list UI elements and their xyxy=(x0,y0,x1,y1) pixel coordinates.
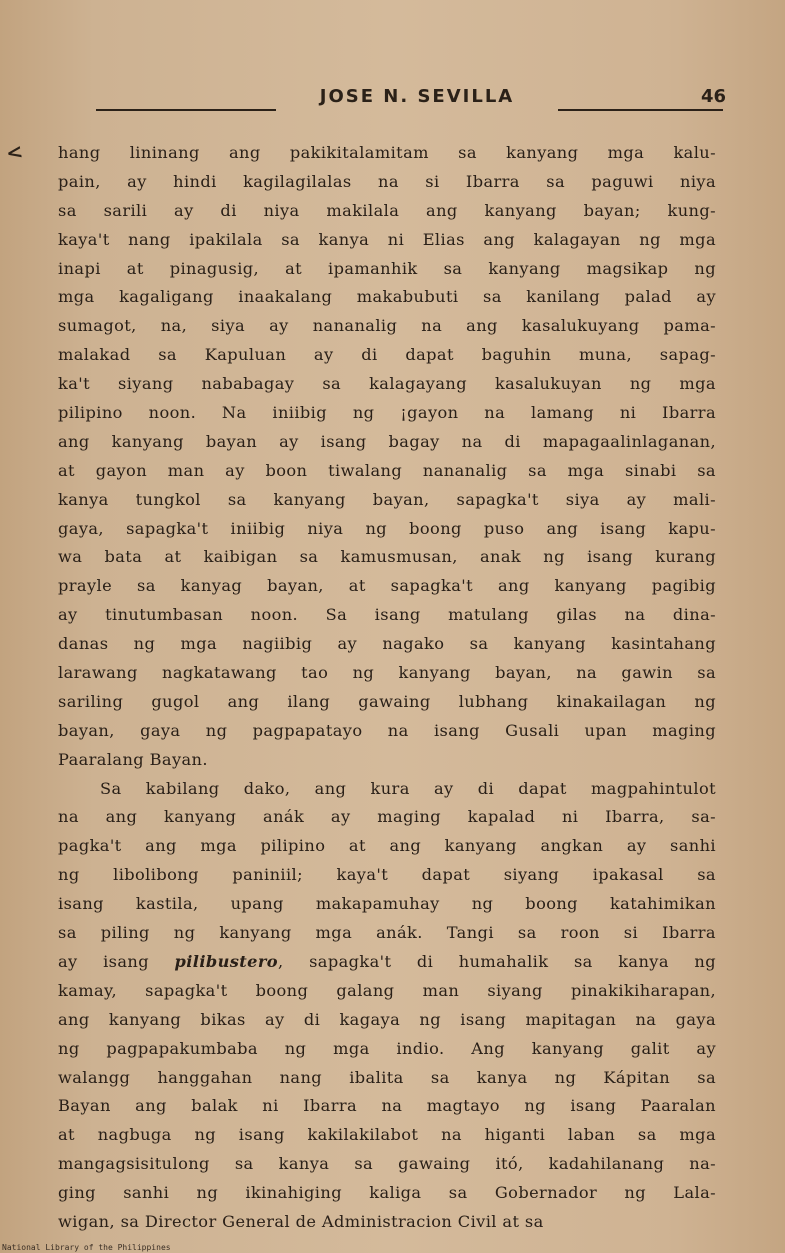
text-line: walangg hanggahan nang ibalita sa kanya ng Kápitan sa xyxy=(58,1067,716,1087)
text-line: ng libolibong paniniil; kaya't dapat siyang ipakasal sa xyxy=(58,865,716,885)
text-line: at gayon man ay boon tiwalang nananalig sa mga sinabi sa xyxy=(58,460,716,480)
text-line: pain, ay hindi kagilagilalas na si Ibarra sa paguwi niya xyxy=(58,171,716,191)
text-line: Sa kabilang dako, ang kura ay di dapat magpahintulot xyxy=(100,778,716,798)
paragraph-2 xyxy=(58,775,716,1237)
page-number: 46 xyxy=(700,86,726,107)
text-line: ang kanyang bayan ay isang bagay na di mapagaalinlaganan, xyxy=(58,431,716,451)
text-line: ay isang pilibustero, sapagka't di humahalik sa kanya ng xyxy=(58,951,716,971)
margin-handwritten-mark: < xyxy=(4,138,25,166)
text-line: hang lininang ang pakikitalamitam sa kanyang mga kalu- xyxy=(58,143,716,162)
text-line: kanya tungkol sa kanyang bayan, sapagka't siya ay mali- xyxy=(58,489,716,509)
text-line: mangagsisitulong sa kanya sa gawaing itó, kadahilanang na- xyxy=(58,1154,716,1174)
text-line: sa sarili ay di niya makilala ang kanyang bayan; kung- xyxy=(58,200,716,220)
text-line: at nagbuga ng isang kakilakilabot na higanti laban sa mga xyxy=(58,1125,716,1145)
text-line: danas ng mga nagiibig ay nagako sa kanyang kasintahang xyxy=(58,634,716,654)
paragraph-1 xyxy=(58,139,716,775)
text-line: pagka't ang mga pilipino at ang kanyang angkan ay sanhi xyxy=(58,836,716,856)
header-rule-left xyxy=(96,109,276,111)
text-line: pilipino noon. Na iniibig ng ¡gayon na lamang ni Ibarra xyxy=(58,403,716,423)
text-line: wigan, sa Director General de Administracion Civil at sa xyxy=(58,1211,544,1231)
text-line: na ang kanyang anák ay maging kapalad ni Ibarra, sa- xyxy=(58,807,716,827)
body-text xyxy=(58,139,716,1237)
text-line: gaya, sapagka't iniibig niya ng boong puso ang isang kapu- xyxy=(58,518,716,538)
text-line: malakad sa Kapuluan ay di dapat baguhin muna, sapag- xyxy=(58,345,716,365)
text-line: wa bata at kaibigan sa kamusmusan, anak ng isang kurang xyxy=(58,547,716,567)
text-line: Bayan ang balak ni Ibarra na magtayo ng isang Paaralan xyxy=(58,1096,716,1116)
library-watermark: National Library of the Philippines xyxy=(2,1243,171,1252)
header-rule-right xyxy=(558,109,723,111)
text-line: isang kastila, upang makapamuhay ng boong katahimikan xyxy=(58,894,716,914)
text-line: larawang nagkatawang tao ng kanyang bayan, na gawin sa xyxy=(58,663,716,683)
text-line: kaya't nang ipakilala sa kanya ni Elias ang kalagayan ng mga xyxy=(58,229,716,249)
text-line: Paaralang Bayan. xyxy=(58,749,208,769)
text-line: sariling gugol ang ilang gawaing lubhang kinakailagan ng xyxy=(58,691,716,711)
text-line: ging sanhi ng ikinahiging kaliga sa Gobernador ng Lala- xyxy=(58,1183,716,1203)
text-line: ang kanyang bikas ay di kagaya ng isang mapitagan na gaya xyxy=(58,1009,716,1029)
text-line: ka't siyang nababagay sa kalagayang kasalukuyan ng mga xyxy=(58,374,716,394)
text-line: kamay, sapagka't boong galang man siyang pinakikiharapan, xyxy=(58,980,716,1000)
text-line: ay tinutumbasan noon. Sa isang matulang gilas na dina- xyxy=(58,605,716,625)
text-line: prayle sa kanyag bayan, at sapagka't ang kanyang pagibig xyxy=(58,576,716,596)
text-line: mga kagaligang inaakalang makabubuti sa kanilang palad ay xyxy=(58,287,716,307)
running-header xyxy=(96,84,726,114)
text-line: inapi at pinagusig, at ipamanhik sa kanyang magsikap ng xyxy=(58,258,716,278)
text-line: bayan, gaya ng pagpapatayo na isang Gusali upan maging xyxy=(58,720,716,740)
text-line: sumagot, na, siya ay nananalig na ang kasalukuyang pama- xyxy=(58,316,716,336)
text-line: sa piling ng kanyang mga anák. Tangi sa roon si Ibarra xyxy=(58,923,716,943)
text-line: ng pagpapakumbaba ng mga indio. Ang kanyang galit ay xyxy=(58,1038,716,1058)
running-title: JOSE N. SEVILLA xyxy=(319,86,515,107)
